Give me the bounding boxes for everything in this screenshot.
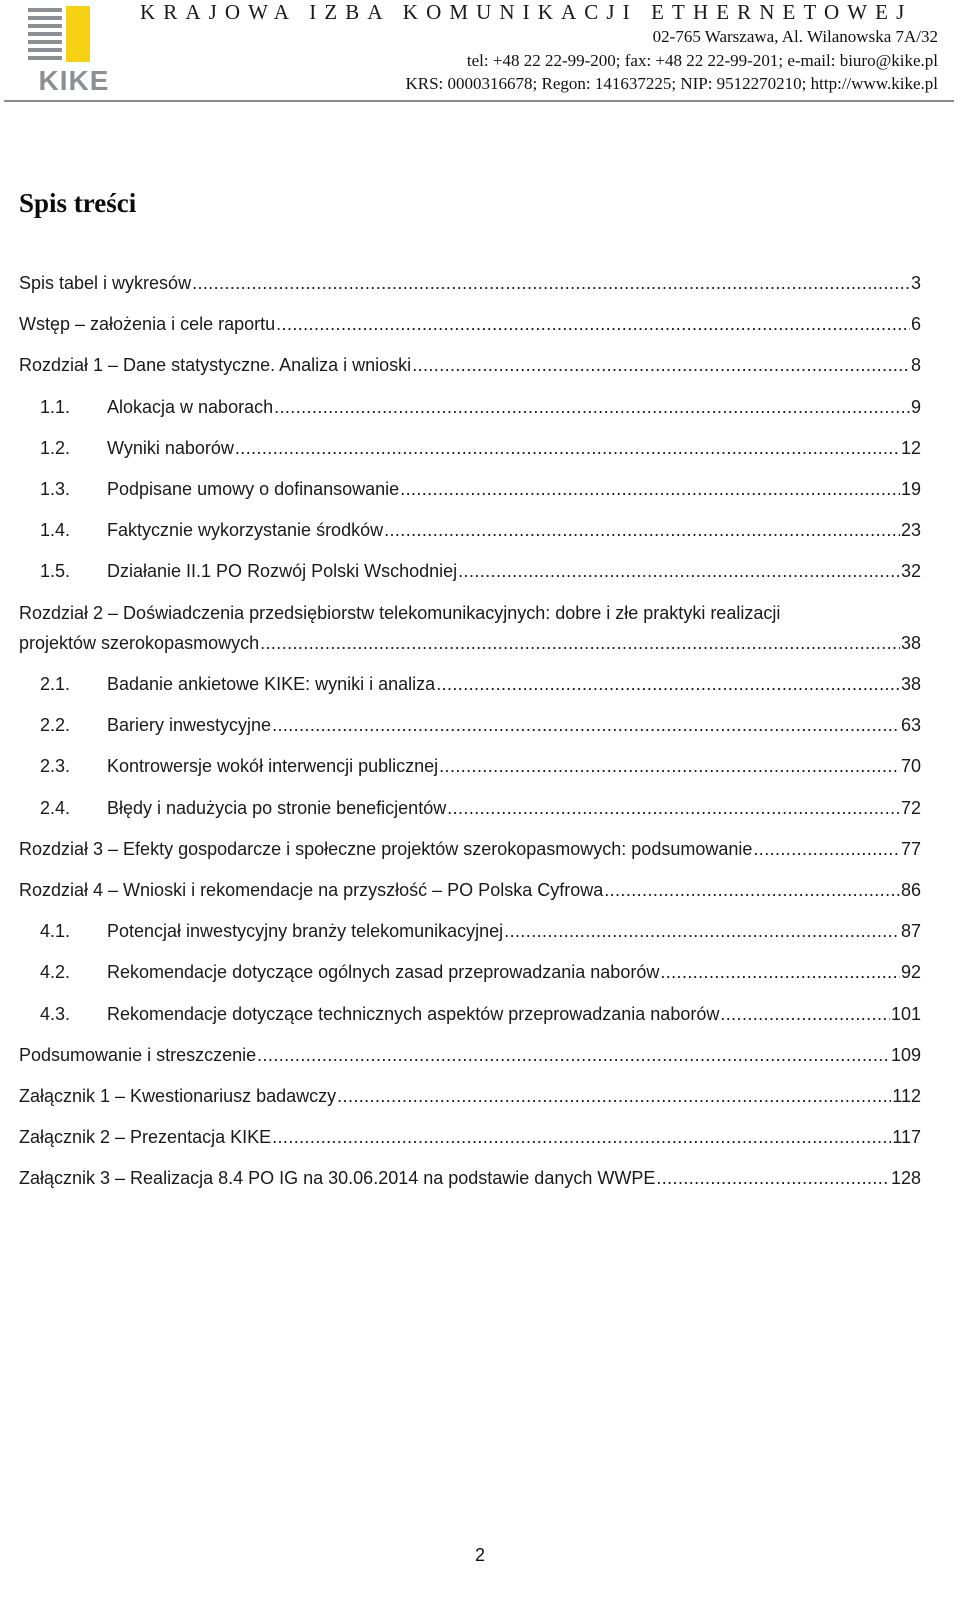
toc-leader-dots (656, 1163, 890, 1193)
toc-entry[interactable] (19, 1081, 921, 1122)
toc-entry[interactable] (19, 999, 921, 1040)
toc-entry-title: Alokacja w naborach (107, 396, 274, 417)
toc-entry-page: 86 (900, 879, 921, 900)
toc-entry-number: 1.1. (40, 396, 71, 417)
toc-entry-title: Spis tabel i wykresów (19, 273, 192, 293)
toc-entry-page: 92 (900, 962, 921, 983)
toc-leader-dots (192, 268, 910, 298)
address-line: 02-765 Warszawa, Al. Wilanowska 7A/32 (652, 27, 938, 46)
toc-entry-page: 72 (900, 797, 921, 818)
toc-entry-title: Kontrowersje wokół interwencji publicznej (107, 756, 439, 777)
toc-leader-dots (458, 556, 900, 586)
toc-entry-page: 63 (900, 715, 921, 736)
toc-entry-title: Załącznik 2 – Prezentacja KIKE (19, 1127, 272, 1148)
toc-entry[interactable] (19, 392, 921, 433)
toc-leader-dots (384, 515, 900, 545)
toc-leader-dots (412, 350, 910, 380)
toc-entry-page: 9 (910, 396, 921, 417)
toc-entry[interactable] (19, 598, 921, 670)
toc-entry[interactable] (19, 710, 921, 751)
toc-entry-number: 4.2. (40, 962, 71, 983)
toc-entry[interactable] (19, 957, 921, 998)
toc-entry-page: 70 (900, 756, 921, 777)
toc-entry-title: Rekomendacje dotyczące ogólnych zasad przeprowadzania naborów (107, 962, 660, 983)
toc-entry-title: Błędy i nadużycia po stronie beneficjentów (107, 797, 447, 818)
toc-leader-dots (274, 392, 910, 422)
toc-leader-dots (260, 628, 900, 658)
toc-entry-title-continued: projektów szerokopasmowych (19, 632, 260, 653)
toc-entry[interactable] (19, 433, 921, 474)
toc-entry-page: 8 (910, 355, 921, 376)
toc-entry-number: 2.4. (40, 797, 71, 818)
toc-leader-dots (753, 834, 900, 864)
toc-entry[interactable] (19, 1122, 921, 1163)
toc-entry-page: 128 (890, 1168, 921, 1189)
toc-entry[interactable] (19, 1040, 921, 1081)
toc-entry-number: 2.2. (40, 715, 71, 736)
toc-entry-title: Rozdział 2 – Doświadczenia przedsiębiorstw telekomunikacyjnych: dobre i złe praktyki realizacji (19, 602, 781, 623)
toc-entry-title: Rozdział 4 – Wnioski i rekomendacje na przyszłość – PO Polska Cyfrowa (19, 879, 604, 900)
toc-entry-title: Działanie II.1 PO Rozwój Polski Wschodniej (107, 561, 458, 582)
toc-leader-dots (235, 433, 900, 463)
toc-entry-title: Wyniki naborów (107, 437, 234, 458)
toc-entry[interactable] (19, 1163, 921, 1204)
toc-entry-page: 77 (900, 838, 921, 859)
table-of-contents (19, 268, 921, 1204)
toc-entry-number: 1.3. (40, 478, 71, 499)
toc-entry-title: Badanie ankietowe KIKE: wyniki i analiza (107, 674, 436, 694)
logo-text: KIKE (38, 65, 110, 94)
toc-entry-page: 6 (910, 314, 921, 335)
toc-entry[interactable] (19, 793, 921, 834)
toc-entry[interactable] (19, 474, 921, 515)
toc-entry-page: 112 (892, 1085, 921, 1106)
toc-entry-page: 12 (900, 437, 921, 458)
toc-entry-title: Rozdział 3 – Efekty gospodarcze i społeczne projektów szerokopasmowych: podsumowanie (19, 838, 753, 859)
toc-leader-dots (272, 1122, 891, 1152)
toc-leader-dots (604, 875, 900, 905)
toc-entry[interactable] (19, 669, 921, 710)
toc-entry-page: 38 (900, 674, 921, 694)
toc-entry-number: 1.4. (40, 520, 71, 541)
toc-entry-title: Faktycznie wykorzystanie środków (107, 520, 384, 541)
toc-entry-number: 4.1. (40, 921, 71, 942)
toc-entry-number: 1.5. (40, 561, 71, 582)
toc-leader-dots (720, 999, 890, 1029)
toc-entry-title: Podpisane umowy o dofinansowanie (107, 478, 400, 499)
toc-entry-title: Załącznik 1 – Kwestionariusz badawczy (19, 1085, 337, 1106)
toc-entry-page: 117 (892, 1127, 921, 1148)
contact-line: tel: +48 22 22-99-200; fax: +48 22 22-99-201; e-mail: biuro@kike.pl (466, 51, 938, 70)
toc-entry-page: 109 (890, 1044, 921, 1065)
toc-entry-number: 1.2. (40, 437, 71, 458)
toc-entry[interactable] (19, 350, 921, 391)
toc-leader-dots (400, 474, 900, 504)
toc-entry-title: Rozdział 1 – Dane statystyczne. Analiza i wnioski (19, 355, 412, 376)
page-number: 2 (474, 1545, 485, 1565)
toc-entry-title: Bariery inwestycyjne (107, 715, 272, 736)
toc-entry-title: Rekomendacje dotyczące technicznych aspektów przeprowadzania naborów (107, 1003, 720, 1024)
toc-leader-dots (660, 957, 900, 987)
toc-entry[interactable] (19, 751, 921, 792)
toc-entry[interactable] (19, 556, 921, 597)
toc-leader-dots (276, 309, 910, 339)
toc-entry-page: 19 (900, 478, 921, 499)
toc-leader-dots (447, 793, 900, 823)
toc-leader-dots (257, 1040, 890, 1070)
toc-entry[interactable] (19, 515, 921, 556)
toc-entry[interactable] (19, 309, 921, 350)
toc-heading: Spis treści (19, 188, 137, 218)
toc-entry-number: 4.3. (40, 1003, 71, 1024)
kike-logo (26, 4, 122, 94)
toc-entry-title: Wstęp – założenia i cele raportu (19, 314, 276, 335)
toc-entry-page: 3 (910, 273, 921, 293)
toc-entry-title: Załącznik 3 – Realizacja 8.4 PO IG na 30.06.2014 na podstawie danych WWPE (19, 1168, 656, 1189)
toc-leader-dots (337, 1081, 891, 1111)
toc-leader-dots (272, 710, 900, 740)
toc-entry-number: 2.3. (40, 756, 71, 777)
toc-entry-page: 38 (900, 632, 921, 653)
toc-entry-page: 87 (900, 921, 921, 942)
toc-entry-title: Podsumowanie i streszczenie (19, 1044, 257, 1065)
toc-entry[interactable] (19, 875, 921, 916)
organization-name: KRAJOWA IZBA KOMUNIKACJI ETHERNETOWEJ (140, 0, 913, 24)
toc-entry[interactable] (19, 268, 921, 309)
toc-leader-dots (439, 751, 900, 781)
toc-entry-page: 23 (900, 520, 921, 541)
toc-leader-dots (436, 669, 900, 699)
letterhead (0, 0, 960, 104)
toc-leader-dots (504, 916, 900, 946)
toc-entry[interactable] (19, 916, 921, 957)
registry-line: KRS: 0000316678; Regon: 141637225; NIP: 9512270210; http://www.kike.pl (405, 74, 938, 93)
toc-entry-page: 101 (890, 1003, 921, 1024)
toc-entry-page: 32 (900, 561, 921, 582)
toc-entry-title: Potencjał inwestycyjny branży telekomunikacyjnej (107, 921, 504, 942)
toc-entry-number: 2.1. (40, 674, 71, 694)
toc-entry[interactable] (19, 834, 921, 875)
header-divider (4, 100, 954, 102)
